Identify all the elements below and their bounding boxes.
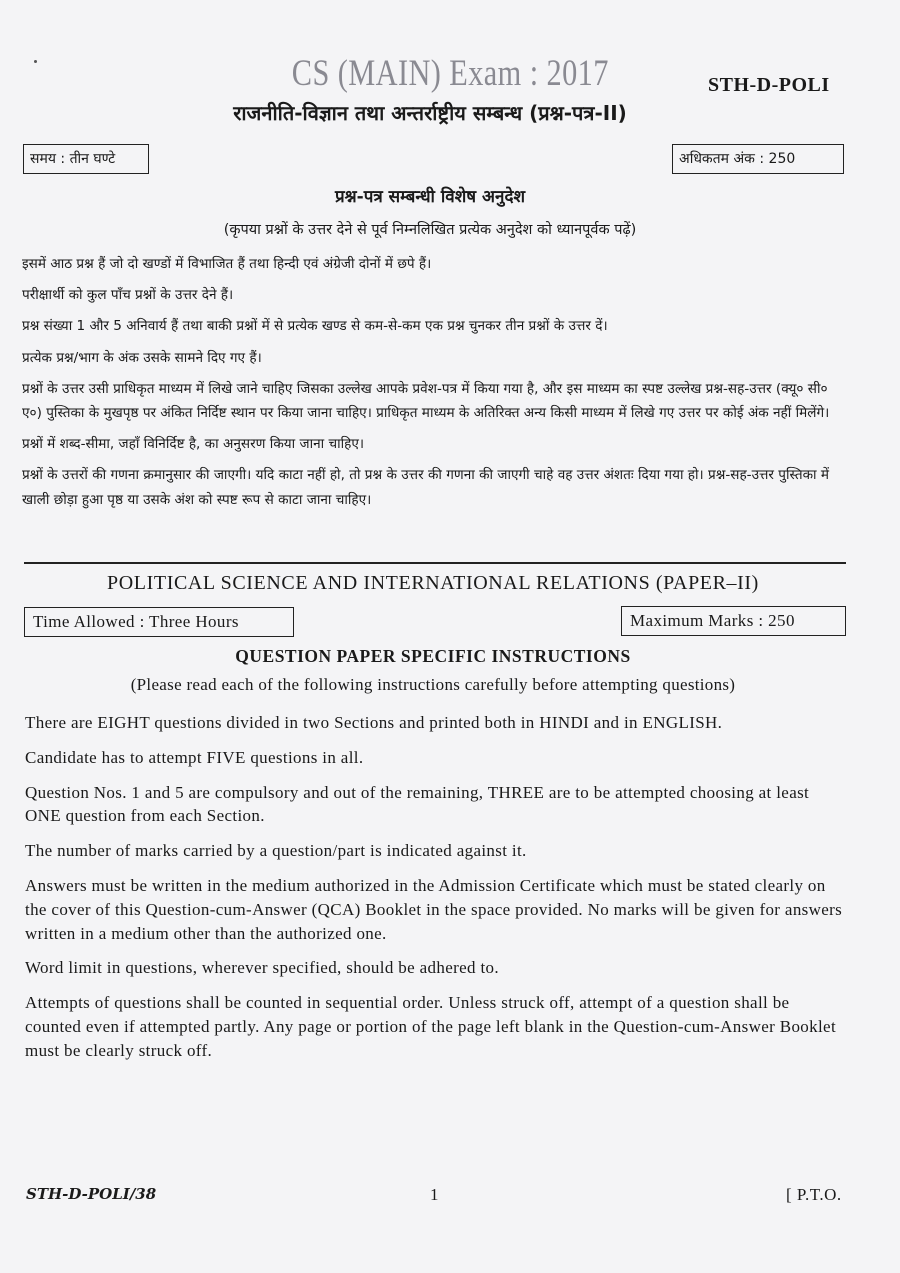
hindi-instruction: परीक्षार्थी को कुल पाँच प्रश्नों के उत्तर देने हैं।	[22, 287, 234, 304]
hindi-marks-box: अधिकतम अंक : 250	[672, 144, 844, 174]
hindi-instruction: प्रश्नों के उत्तर उसी प्राधिकृत माध्यम में लिखे जाने चाहिए जिसका उल्लेख आपके प्रवेश-पत्र में किया गया है, और इस माध्यम का स्पष्ट उल्लेख प्रश्न-सह-उत्तर (क्यू० सी० ए०) पुस्तिका के मुखपृष्ठ पर अंकित निर्दिष्ट स्थान पर किया जाना चाहिए। प्राधिकृत माध्यम के अतिरिक्त अन्य किसी माध्यम में लिखे गए उत्तर पर कोई अंक नहीं मिलेंगे।	[22, 380, 830, 422]
english-instructions-list	[25, 711, 849, 1074]
paper-code: STH-D-POLI	[708, 74, 830, 96]
hindi-instruction: इसमें आठ प्रश्न हैं जो दो खण्डों में विभाजित हैं तथा हिन्दी एवं अंग्रेजी दोनों में छपे हैं।	[22, 256, 432, 272]
english-marks-box: Maximum Marks : 250	[621, 606, 846, 636]
page-number: 1	[430, 1185, 439, 1204]
please-turn-over: [ P.T.O.	[786, 1185, 842, 1204]
hindi-instructions-subheading: (कृपया प्रश्नों के उत्तर देने से पूर्व निम्नलिखित प्रत्येक अनुदेश को ध्यानपूर्वक पढ़ें)	[223, 222, 637, 238]
english-paper-title: POLITICAL SCIENCE AND INTERNATIONAL RELATIONS (PAPER–II)	[107, 572, 759, 594]
hindi-time-box: समय : तीन घण्टे	[23, 144, 149, 174]
exam-stamp-text: CS (MAIN) Exam : 2017	[291, 53, 609, 94]
section-divider	[24, 562, 846, 564]
hindi-instruction: प्रश्न संख्या 1 और 5 अनिवार्य हैं तथा बाकी प्रश्नों में से प्रत्येक खण्ड से कम-से-कम एक प्रश्न चुनकर तीन प्रश्नों के उत्तर दें।	[22, 318, 608, 335]
english-instruction: Word limit in questions, wherever specified, should be adhered to.	[25, 958, 500, 978]
english-instruction: The number of marks carried by a question/part is indicated against it.	[25, 841, 527, 861]
hindi-instruction: प्रश्नों में शब्द-सीमा, जहाँ विनिर्दिष्ट है, का अनुसरण किया जाना चाहिए।	[22, 436, 365, 453]
english-instruction: There are EIGHT questions divided in two Sections and printed both in HINDI and in ENGLISH.	[25, 713, 723, 732]
english-instruction: Attempts of questions shall be counted in sequential order. Unless struck off, attempt of a question shall be counted even if attempted partly. Any page or portion of the page left blank in the Question-cum-Answer Booklet must be clearly struck off.	[25, 993, 837, 1060]
hindi-paper-title: राजनीति-विज्ञान तथा अन्तर्राष्ट्रीय सम्बन्ध (प्रश्न-पत्र-II)	[233, 101, 627, 125]
english-time-box: Time Allowed : Three Hours	[24, 607, 294, 637]
english-instruction: Question Nos. 1 and 5 are compulsory and out of the remaining, THREE are to be attempted choosing at least ONE question from each Section.	[25, 782, 810, 826]
hindi-instructions-heading: प्रश्न-पत्र सम्बन्धी विशेष अनुदेश	[334, 187, 526, 207]
footer-paper-code: STH-D-POLI/38	[26, 1185, 157, 1203]
hindi-instructions-list	[22, 252, 848, 519]
english-instructions-subheading: (Please read each of the following instructions carefully before attempting questions)	[130, 675, 736, 694]
hindi-instruction: प्रत्येक प्रश्न/भाग के अंक उसके सामने दिए गए हैं।	[22, 349, 262, 366]
english-instruction: Answers must be written in the medium authorized in the Admission Certificate which must be stated clearly on the cover of this Question-cum-Answer (QCA) Booklet in the space provided. No marks will be given for answers written in a medium other than the authorized one.	[25, 875, 843, 943]
english-instruction: Candidate has to attempt FIVE questions in all.	[25, 747, 364, 767]
hindi-instruction: प्रश्नों के उत्तरों की गणना क्रमानुसार की जाएगी। यदि काटा नहीं हो, तो प्रश्न के उत्तर की गणना की जाएगी चाहे वह उत्तर अंशतः दिया गया हो। प्रश्न-सह-उत्तर पुस्तिका में खाली छोड़ा हुआ पृष्ठ या उसके अंश को स्पष्ट रूप से काटा जाना चाहिए।	[22, 467, 829, 508]
english-instructions-heading: QUESTION PAPER SPECIFIC INSTRUCTIONS	[235, 646, 631, 666]
